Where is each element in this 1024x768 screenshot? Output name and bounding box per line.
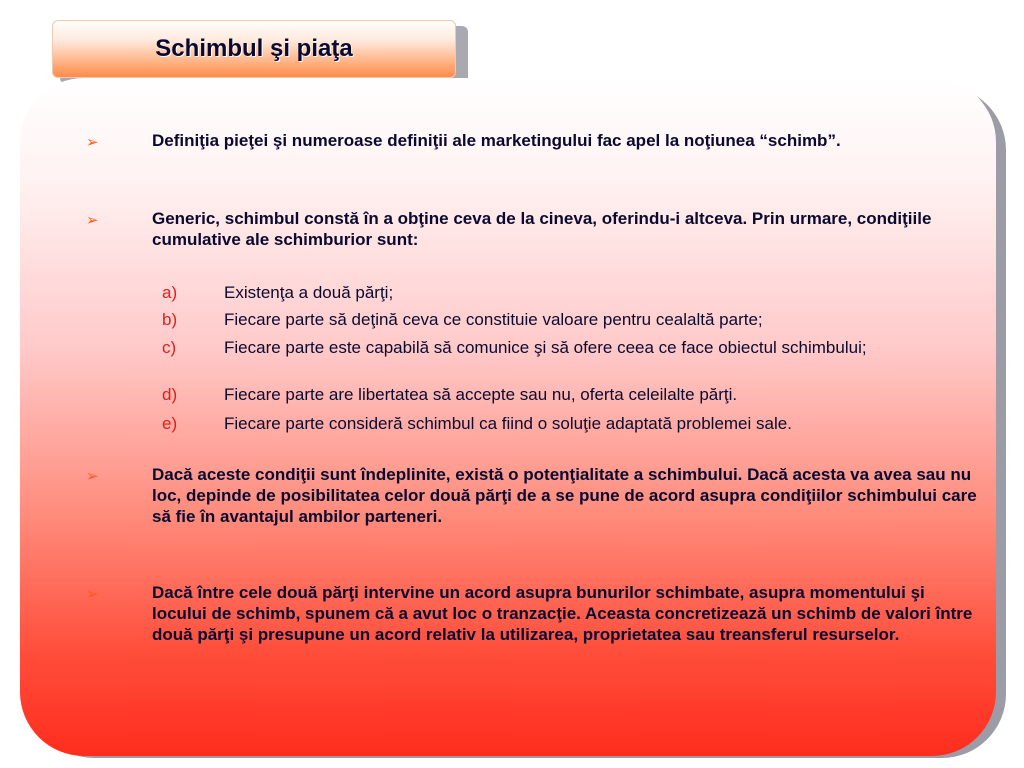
bullet-arrow-icon: ➢ bbox=[86, 134, 99, 151]
bullet-paragraph: Generic, schimbul constă în a obţine ceva de la cineva, oferindu-i altceva. Prin urmare, condiţiile cumulative ale schimburior sunt: bbox=[152, 209, 932, 249]
condition-text: Existenţa a două părţi; bbox=[224, 283, 394, 302]
bullet-arrow-icon: ➢ bbox=[86, 468, 99, 485]
slide-title: Schimbul şi piaţa bbox=[155, 35, 353, 62]
condition-letter: a) bbox=[162, 283, 178, 302]
bullet-paragraph: Dacă între cele două părţi intervine un acord asupra bunurilor schimbate, asupra momentului şi locului de schimb, spunem că a avut loc o tranzacţie. Aceasta concretizează un schimb de valori între două părţi şi presupune un acord relativ la utilizarea, proprietatea sau treansferul resurselor. bbox=[152, 583, 973, 644]
condition-text: Fiecare parte este capabilă să comunice şi să ofere ceea ce face obiectul schimbului; bbox=[224, 338, 867, 357]
condition-letter: e) bbox=[162, 414, 178, 433]
condition-letter: d) bbox=[162, 385, 178, 404]
title-box bbox=[52, 20, 456, 78]
content-panel bbox=[20, 78, 996, 756]
condition-letter: c) bbox=[162, 338, 177, 357]
condition-letter: b) bbox=[162, 310, 178, 329]
content-area bbox=[20, 78, 996, 756]
bullet-arrow-icon: ➢ bbox=[86, 586, 99, 603]
bullet-arrow-icon: ➢ bbox=[86, 212, 99, 229]
bullet-paragraph: Definiţia pieţei şi numeroase definiţii ale marketingului fac apel la noţiunea “schimb”. bbox=[152, 131, 841, 150]
bullet-paragraph: Dacă aceste condiţii sunt îndeplinite, există o potenţialitate a schimbului. Dacă acesta va avea sau nu loc, depinde de posibilitatea celor două părţi de a se pune de acord asupra condiţiilor schimbului care să fie în avantajul ambilor parteneri. bbox=[152, 465, 977, 526]
condition-text: Fiecare parte să deţină ceva ce constituie valoare pentru cealaltă parte; bbox=[224, 310, 763, 329]
condition-text: Fiecare parte consideră schimbul ca fiind o soluţie adaptată problemei sale. bbox=[224, 414, 792, 433]
condition-text: Fiecare parte are libertatea să accepte sau nu, oferta celeilalte părţi. bbox=[224, 385, 738, 404]
